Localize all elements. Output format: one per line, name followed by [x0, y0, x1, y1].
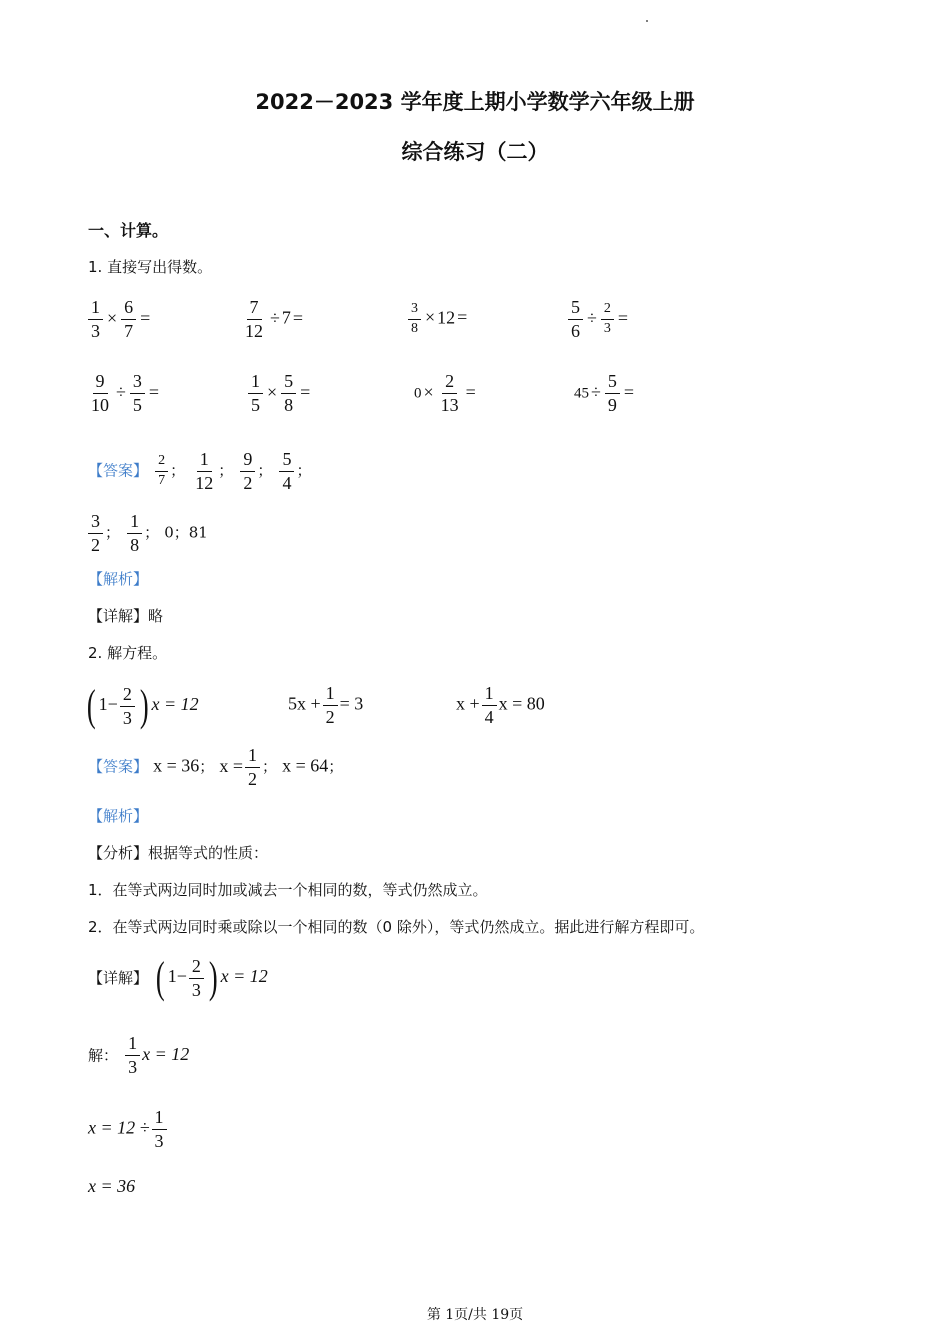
q1-answer-line-2: $\frac{3}{2}$ ； $\frac{1}{8}$ ； 0；81: [86, 512, 208, 555]
q1-analysis-label: 【解析】: [88, 570, 149, 588]
q2-analysis-label: 【解析】: [88, 807, 149, 825]
q1-answer-line-1: 【答案】 $\frac{2}{7}$ ； $\frac{1}{12}$ ； $\frac{9}{2}$ ； $\frac{5}{4}$ ；: [88, 449, 312, 493]
page-footer: 第 1页/共 19页: [426, 1307, 524, 1323]
problem-3: $\frac{3}{8}$ × 12 =: [406, 302, 469, 336]
problem-7: 0 × $\frac{2}{13}$ =: [414, 371, 476, 415]
q1-detail: 【详解】略: [88, 607, 164, 625]
title-line-2: 综合练习（二）: [401, 140, 549, 164]
rule-1: 1．在等式两边同时加或减去一个相同的数，等式仍然成立。: [88, 881, 488, 899]
problem-8: 45 ÷ $\frac{5}{9}$ =: [574, 371, 635, 415]
q2-detail: 【详解】 ( 1− $\frac{2}{3}$ ) x = 12: [88, 953, 268, 1002]
q2-fenxi: 【分析】根据等式的性质：: [88, 844, 269, 862]
solution-step-1: 解： $\frac{1}{3}$ x = 12: [88, 1033, 190, 1077]
solution-step-2: x = 12 ÷ $\frac{1}{3}$: [88, 1108, 169, 1151]
problem-5: $\frac{9}{10}$ ÷ $\frac{3}{5}$ =: [91, 371, 160, 415]
question-2-prompt: 2. 解方程。: [88, 644, 168, 662]
equation-3: x + $\frac{1}{4}$ x = 80: [456, 683, 545, 727]
question-1-prompt: 1. 直接写出得数。: [88, 258, 213, 276]
rule-2: 2．在等式两边同时乘或除以一个相同的数（0 除外），等式仍然成立。据此进行解方程即可。: [88, 918, 705, 936]
section-heading: 一、计算。: [88, 221, 169, 240]
q2-answer: 【答案】 x = 36； x = $\frac{1}{2}$ ； x = 64；: [88, 745, 344, 789]
problem-2: $\frac{7}{12}$ ÷ 7 =: [245, 297, 304, 341]
equation-2: 5x + $\frac{1}{2}$ = 3: [288, 683, 364, 727]
problem-6: $\frac{1}{5}$ × $\frac{5}{8}$ =: [246, 372, 312, 415]
solution-step-3: x = 36: [88, 1176, 136, 1196]
problem-4: $\frac{5}{6}$ ÷ $\frac{2}{3}$ =: [566, 298, 630, 341]
title-line-1: 2022－2023 学年度上期小学数学六年级上册: [255, 90, 695, 114]
scan-dot: [646, 20, 648, 22]
problem-1: $\frac{1}{3}$ × $\frac{6}{7}$ =: [86, 298, 152, 341]
equation-1: ( 1− $\frac{2}{3}$ ) x = 12: [86, 681, 199, 730]
